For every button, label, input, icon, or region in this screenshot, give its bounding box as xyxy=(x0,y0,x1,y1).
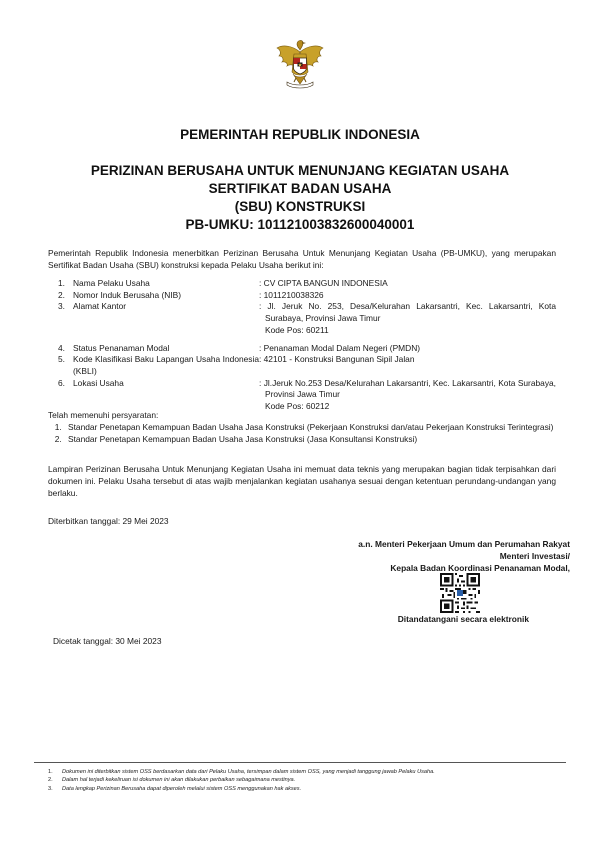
garuda-emblem-icon xyxy=(275,38,325,90)
requirement-item: 2. Standar Penetapan Kemampuan Badan Usaha Jasa Konstruksi (Jasa Konsultansi Konstruksi) xyxy=(64,433,556,445)
footnote-number: 3. xyxy=(48,785,53,792)
detail-row xyxy=(58,278,556,290)
footnote-divider xyxy=(34,762,566,763)
title-line-2: SERTIFIKAT BADAN USAHA xyxy=(208,181,392,196)
footnotes xyxy=(48,768,568,793)
detail-row xyxy=(58,301,556,336)
footnote-number: 1. xyxy=(48,769,53,775)
signature-line-1: a.n. Menteri Pekerjaan Umum dan Perumahan Rakyat xyxy=(358,539,570,549)
requirement-item: 1. Standar Penetapan Kemampuan Badan Usaha Jasa Konstruksi (Pekerjaan Konstruksi dan/atau Pekerjaan Konstruksi Terintegrasi) xyxy=(64,421,556,433)
business-location: : Jl.Jeruk No.253 Desa/Kelurahan Lakarsantri, Kec. Lakarsantri, Kota Surabaya, Provinsi Jawa Timur xyxy=(259,377,556,400)
detail-label: Nama Pelaku Usaha xyxy=(73,278,150,288)
attachment-paragraph: Lampiran Perizinan Berusaha Untuk Menunjang Kegiatan Usaha ini memuat data teknis yang merupakan bagian tidak terpisahkan dari dokumen ini. Pelaku Usaha tersebut di atas wajib menjalankan kegiatan usahanya sesuai dengan ketentuan perundang-undangan yang berlaku. xyxy=(48,464,556,498)
detail-value: : Penanaman Modal Dalam Negeri (PMDN) xyxy=(259,342,421,353)
office-postal-code: Kode Pos: 60211 xyxy=(265,324,329,335)
signature-line-3: Kepala Badan Koordinasi Penanaman Modal, xyxy=(390,563,570,573)
title-line-3: (SBU) KONSTRUKSI xyxy=(234,199,366,214)
detail-number: 4. xyxy=(58,342,65,353)
footnote-text: Data lengkap Perizinan Berusaha dapat diperoleh melalui sistem OSS menggunakan hak akses. xyxy=(62,785,302,792)
detail-label: Kode Klasifikasi Baku Lapangan Usaha Indonesia (KBLI) xyxy=(73,354,259,376)
requirements-section xyxy=(48,409,556,445)
detail-number: 1. xyxy=(58,278,65,288)
detail-row xyxy=(58,378,556,413)
detail-row xyxy=(58,290,556,302)
title-line-1: PERIZINAN BERUSAHA UNTUK MENUNJANG KEGIATAN USAHA xyxy=(90,163,510,178)
detail-value xyxy=(259,301,556,336)
detail-value xyxy=(259,378,556,413)
location-postal-code: Kode Pos: 60212 xyxy=(265,401,330,412)
detail-number: 2. xyxy=(58,289,65,300)
certificate-title xyxy=(0,162,600,234)
detail-row xyxy=(58,354,556,377)
footnote-number: 2. xyxy=(48,777,53,784)
detail-number: 5. xyxy=(58,354,65,365)
detail-value: : 1011210038326 xyxy=(259,289,324,300)
signature-block xyxy=(330,538,570,574)
requirements-list xyxy=(48,421,556,445)
office-address: : Jl. Jeruk No. 253, Desa/Kelurahan Lakarsantri, Kec. Lakarsantri, Kota Surabaya, Provinsi Jawa Timur xyxy=(259,301,556,324)
footnote-text: Dalam hal terjadi kekeliruan isi dokumen ini akan dilakukan perbaikan sebagaimana mestinya. xyxy=(62,777,296,784)
title-line-4: PB-UMKU: 101121003832600040001 xyxy=(185,217,415,232)
detail-label: Nomor Induk Berusaha (NIB) xyxy=(73,289,181,300)
footnote-item xyxy=(48,768,568,776)
detail-number: 3. xyxy=(58,301,65,312)
detail-label: Status Penanaman Modal xyxy=(73,342,170,353)
business-details-list xyxy=(58,278,556,413)
printed-date: Dicetak tanggal: 30 Mei 2023 xyxy=(53,636,162,646)
detail-row xyxy=(58,343,556,355)
requirements-heading: Telah memenuhi persyaratan: xyxy=(48,410,159,420)
issued-date: Diterbitkan tanggal: 29 Mei 2023 xyxy=(48,516,169,526)
detail-label: Lokasi Usaha xyxy=(73,377,124,388)
detail-label: Alamat Kantor xyxy=(73,301,127,312)
detail-number: 6. xyxy=(58,377,65,388)
government-heading: PEMERINTAH REPUBLIK INDONESIA xyxy=(180,127,420,142)
signature-line-2: Menteri Investasi/ xyxy=(499,551,570,561)
detail-value: : CV CIPTA BANGUN INDONESIA xyxy=(259,278,388,288)
qr-code-icon xyxy=(440,573,480,613)
footnote-text: Dokumen ini diterbitkan sistem OSS berdasarkan data dari Pelaku Usaha, tersimpan dalam sistem OSS, yang menjadi tanggung jawab Pelaku Usaha. xyxy=(62,769,435,775)
footnote-item xyxy=(48,776,568,784)
intro-paragraph: Pemerintah Republik Indonesia menerbitkan Perizinan Berusaha Untuk Menunjang Kegiatan Usaha (PB-UMKU), yang merupakan Sertifikat Badan Usaha (SBU) konstruksi kepada Pelaku Usaha berikut ini: xyxy=(48,248,556,270)
footnote-item xyxy=(48,785,568,793)
detail-value: : 42101 - Konstruksi Bangunan Sipil Jalan xyxy=(259,354,415,365)
electronic-signature-note: Ditandatangani secara elektronik xyxy=(397,614,529,624)
